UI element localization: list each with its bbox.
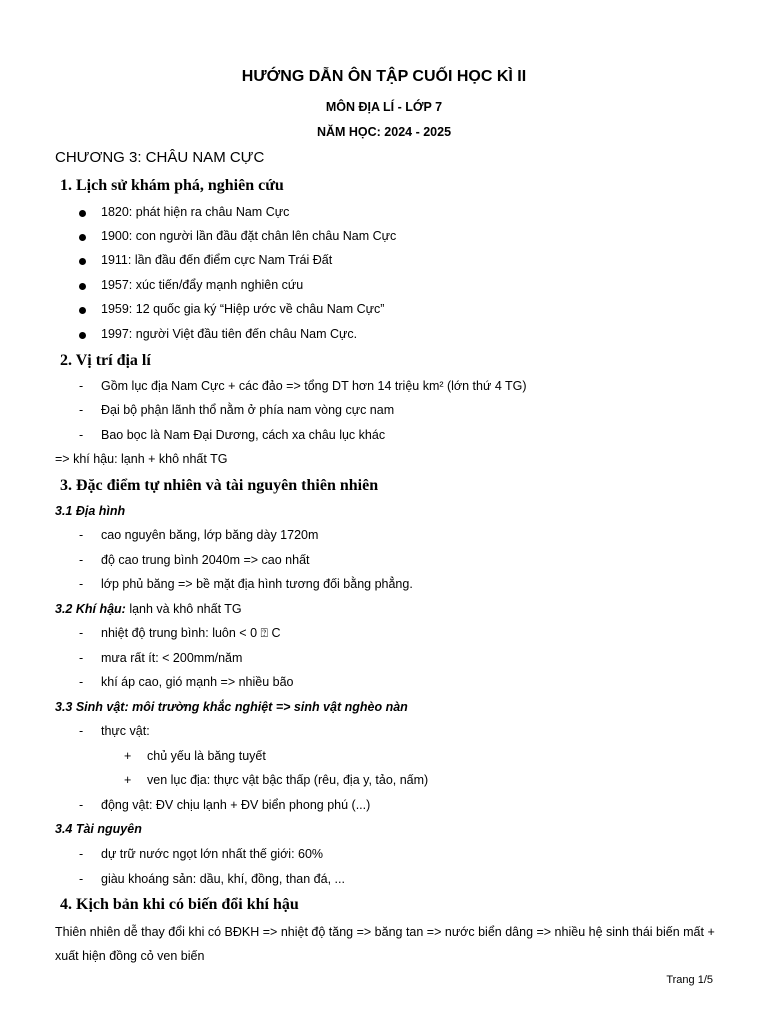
plant-subitem: chủ yếu là băng tuyết — [147, 749, 266, 763]
page-number: Trang 1/5 — [666, 974, 713, 986]
dash-marker: - — [79, 403, 84, 417]
climate-title: 3.2 Khí hậu: — [55, 602, 126, 616]
dash-marker: - — [79, 847, 84, 861]
location-item: Gồm lục địa Nam Cực + các đảo => tổng DT hơn 14 triệu km² (lớn thứ 4 TG) — [101, 379, 527, 393]
resources-item: giàu khoáng sản: dầu, khí, đồng, than đá, ... — [101, 872, 345, 886]
history-item: 1959: 12 quốc gia ký “Hiệp ước về châu Nam Cực” — [101, 302, 385, 316]
history-item: 1820: phát hiện ra châu Nam Cực — [101, 205, 290, 219]
plants-item: thực vật: — [101, 724, 150, 738]
document-subject: MÔN ĐỊA LÍ - LỚP 7 — [325, 100, 443, 114]
plant-subitem: ven lục địa: thực vật bậc thấp (rêu, địa y, tảo, nấm) — [147, 773, 429, 787]
biology-subheading: 3.3 Sinh vật: môi trường khắc nghiệt => sinh vật nghèo nàn — [55, 700, 408, 714]
dash-marker: - — [79, 528, 84, 542]
climate-item: nhiệt độ trung bình: luôn < 0 ⍰ C — [101, 626, 281, 640]
history-item: 1911: lần đầu đến điểm cực Nam Trái Đất — [101, 253, 333, 267]
section3-heading: 3. Đặc điểm tự nhiên và tài nguyên thiên nhiên — [60, 477, 379, 494]
dash-marker: - — [79, 872, 84, 886]
section2-heading: 2. Vị trí địa lí — [60, 352, 151, 369]
bullet-icon — [79, 258, 86, 265]
location-item: Đại bộ phận lãnh thổ nằm ở phía nam vòng cực nam — [101, 403, 395, 417]
document-year: NĂM HỌC: 2024 - 2025 — [316, 125, 452, 139]
section4-heading: 4. Kịch bản khi có biến đổi khí hậu — [60, 896, 299, 913]
history-item: 1997: người Việt đầu tiên đến châu Nam Cực. — [101, 327, 358, 341]
climate-subheading — [55, 602, 242, 616]
dash-marker: - — [79, 651, 84, 665]
terrain-item: lớp phủ băng => bề mặt địa hình tương đối bằng phẳng. — [101, 577, 413, 591]
location-conclusion: => khí hậu: lạnh + khô nhất TG — [55, 452, 228, 466]
climate-item: khí áp cao, gió mạnh => nhiều bão — [101, 675, 294, 689]
history-item: 1957: xúc tiến/đẩy mạnh nghiên cứu — [101, 278, 304, 292]
document-title: HƯỚNG DẪN ÔN TẬP CUỐI HỌC KÌ II — [241, 68, 527, 85]
bullet-icon — [79, 283, 86, 290]
bullet-icon — [79, 332, 86, 339]
plus-marker: + — [124, 773, 132, 787]
dash-marker: - — [79, 379, 84, 393]
location-item: Bao bọc là Nam Đại Dương, cách xa châu lục khác — [101, 428, 386, 442]
bullet-icon — [79, 234, 86, 241]
plus-marker: + — [124, 749, 132, 763]
chapter-heading: CHƯƠNG 3: CHÂU NAM CỰC — [55, 149, 265, 166]
terrain-item: cao nguyên băng, lớp băng dày 1720m — [101, 528, 319, 542]
terrain-item: độ cao trung bình 2040m => cao nhất — [101, 553, 310, 567]
bullet-icon — [79, 307, 86, 314]
dash-marker: - — [79, 553, 84, 567]
section1-heading: 1. Lịch sử khám phá, nghiên cứu — [60, 177, 284, 194]
dash-marker: - — [79, 626, 84, 640]
climate-change-paragraph: Thiên nhiên dễ thay đổi khi có BĐKH => nhiệt độ tăng => băng tan => nước biển dâng => nhiều hệ sinh thái biến mất + xuất hiện đồng cỏ ven biến — [55, 925, 715, 963]
terrain-subheading: 3.1 Địa hình — [55, 504, 126, 518]
resources-subheading: 3.4 Tài nguyên — [55, 822, 142, 836]
animals-item: động vật: ĐV chịu lạnh + ĐV biển phong phú (...) — [101, 798, 371, 812]
bullet-icon — [79, 210, 86, 217]
dash-marker: - — [79, 724, 84, 738]
dash-marker: - — [79, 675, 84, 689]
climate-item: mưa rất ít: < 200mm/năm — [101, 651, 243, 665]
history-item: 1900: con người lần đầu đặt chân lên châu Nam Cực — [101, 229, 397, 243]
dash-marker: - — [79, 577, 84, 591]
dash-marker: - — [79, 798, 84, 812]
resources-item: dự trữ nước ngọt lớn nhất thế giới: 60% — [101, 847, 324, 861]
dash-marker: - — [79, 428, 84, 442]
climate-summary: lạnh và khô nhất TG — [125, 602, 242, 616]
